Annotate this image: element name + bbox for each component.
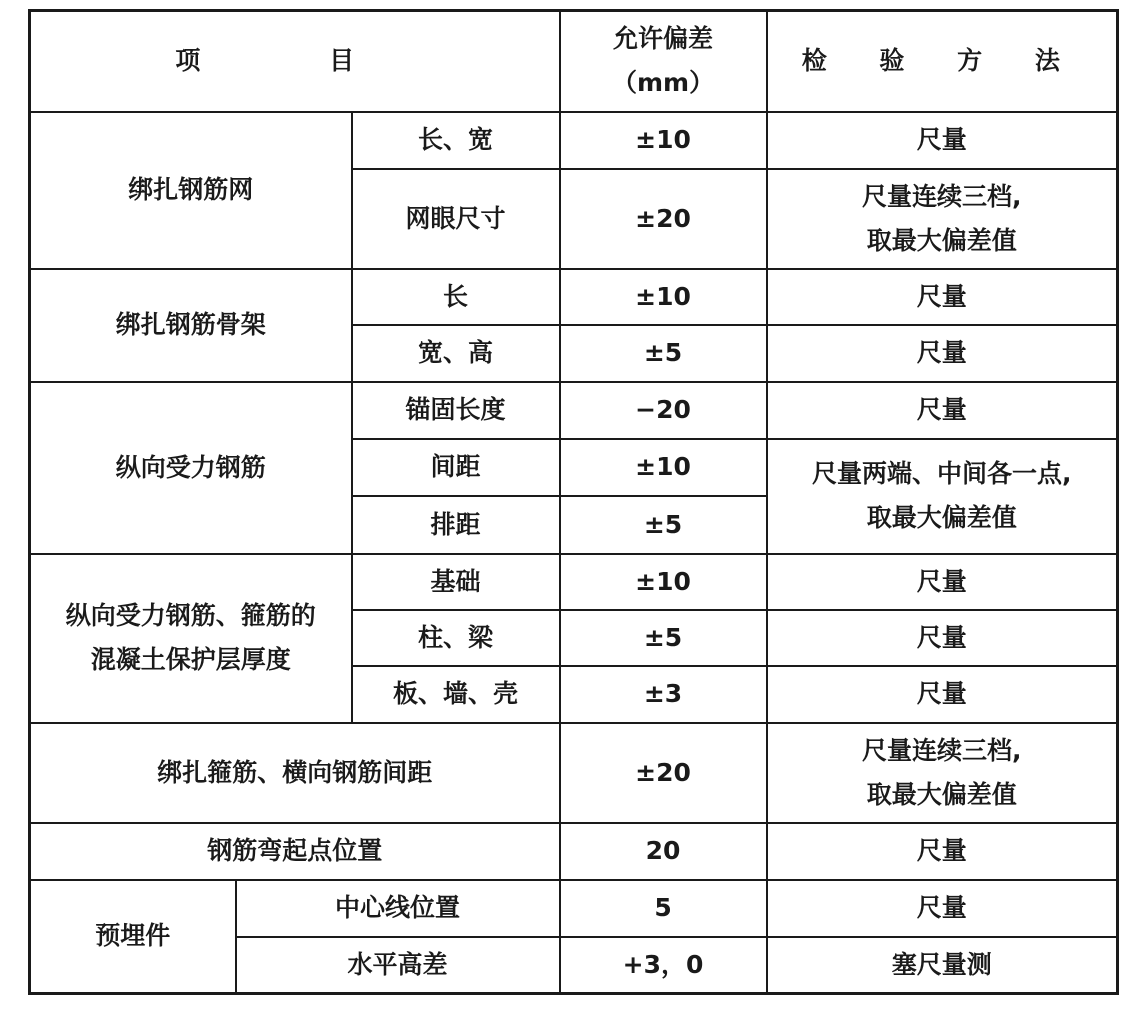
method-value: 尺量 bbox=[767, 325, 1118, 382]
sub-item: 网眼尺寸 bbox=[352, 169, 560, 269]
table-row bbox=[30, 382, 1118, 439]
method-value: 尺量 bbox=[767, 269, 1118, 325]
table-row bbox=[30, 880, 1118, 937]
header-item-label: 项 目 bbox=[175, 46, 415, 76]
group-mesh: 绑扎钢筋网 bbox=[30, 112, 352, 269]
tolerance-value: ±5 bbox=[560, 610, 767, 666]
item-bend: 钢筋弯起点位置 bbox=[30, 823, 560, 880]
method-value: 塞尺量测 bbox=[767, 937, 1118, 994]
method-value: 尺量 bbox=[767, 666, 1118, 723]
method-value: 尺量 bbox=[767, 880, 1118, 937]
tolerance-value: ±3 bbox=[560, 666, 767, 723]
tolerance-value: ±10 bbox=[560, 554, 767, 610]
tolerance-value: +3，0 bbox=[560, 937, 767, 994]
sub-item: 长、宽 bbox=[352, 112, 560, 169]
tolerance-value: ±20 bbox=[560, 169, 767, 269]
method-line: 取最大偏差值 bbox=[866, 779, 1017, 809]
method-value: 尺量 bbox=[767, 382, 1118, 439]
header-row bbox=[30, 11, 1118, 112]
method-value bbox=[767, 723, 1118, 823]
method-line: 尺量两端、中间各一点, bbox=[812, 459, 1072, 488]
group-line: 纵向受力钢筋、箍筋的 bbox=[65, 601, 316, 630]
group-line: 混凝土保护层厚度 bbox=[90, 645, 291, 674]
method-value: 尺量 bbox=[767, 112, 1118, 169]
method-value: 尺量 bbox=[767, 823, 1118, 880]
table-row bbox=[30, 723, 1118, 823]
group-longitudinal: 纵向受力钢筋 bbox=[30, 382, 352, 554]
sub-item: 中心线位置 bbox=[236, 880, 560, 937]
sub-item: 基础 bbox=[352, 554, 560, 610]
sub-item: 排距 bbox=[352, 496, 560, 554]
sub-item: 柱、梁 bbox=[352, 610, 560, 666]
sub-item: 宽、高 bbox=[352, 325, 560, 382]
sub-item: 间距 bbox=[352, 439, 560, 496]
method-value bbox=[767, 439, 1118, 554]
tolerance-value: ±5 bbox=[560, 496, 767, 554]
method-line: 取最大偏差值 bbox=[866, 225, 1017, 255]
table-row bbox=[30, 554, 1118, 610]
method-line: 尺量连续三档, bbox=[862, 181, 1022, 211]
tolerance-value: 5 bbox=[560, 880, 767, 937]
sub-item: 水平高差 bbox=[236, 937, 560, 994]
method-line: 尺量连续三档, bbox=[862, 735, 1022, 765]
tolerance-table bbox=[28, 9, 1119, 995]
method-value: 尺量 bbox=[767, 610, 1118, 666]
item-stirrup: 绑扎箍筋、横向钢筋间距 bbox=[30, 723, 560, 823]
group-embedded: 预埋件 bbox=[30, 880, 236, 994]
tolerance-value: ±10 bbox=[560, 112, 767, 169]
table-row bbox=[30, 112, 1118, 169]
header-item bbox=[30, 11, 560, 112]
tolerance-value: −20 bbox=[560, 382, 767, 439]
sub-item: 板、墙、壳 bbox=[352, 666, 560, 723]
header-method bbox=[767, 11, 1118, 112]
tolerance-value: ±10 bbox=[560, 269, 767, 325]
tolerance-value: ±10 bbox=[560, 439, 767, 496]
method-value: 尺量 bbox=[767, 554, 1118, 610]
method-line: 取最大偏差值 bbox=[866, 503, 1017, 532]
table-row bbox=[30, 269, 1118, 325]
header-tolerance-unit: （mm） bbox=[611, 68, 715, 98]
header-tolerance-label: 允许偏差 bbox=[613, 24, 714, 54]
sub-item: 锚固长度 bbox=[352, 382, 560, 439]
tolerance-value: ±5 bbox=[560, 325, 767, 382]
header-tolerance bbox=[560, 11, 767, 112]
group-cage: 绑扎钢筋骨架 bbox=[30, 269, 352, 382]
table-row bbox=[30, 823, 1118, 880]
header-method-label: 检 验 方 法 bbox=[801, 46, 1082, 76]
tolerance-value: 20 bbox=[560, 823, 767, 880]
sub-item: 长 bbox=[352, 269, 560, 325]
tolerance-value: ±20 bbox=[560, 723, 767, 823]
group-cover bbox=[30, 554, 352, 723]
method-value bbox=[767, 169, 1118, 269]
